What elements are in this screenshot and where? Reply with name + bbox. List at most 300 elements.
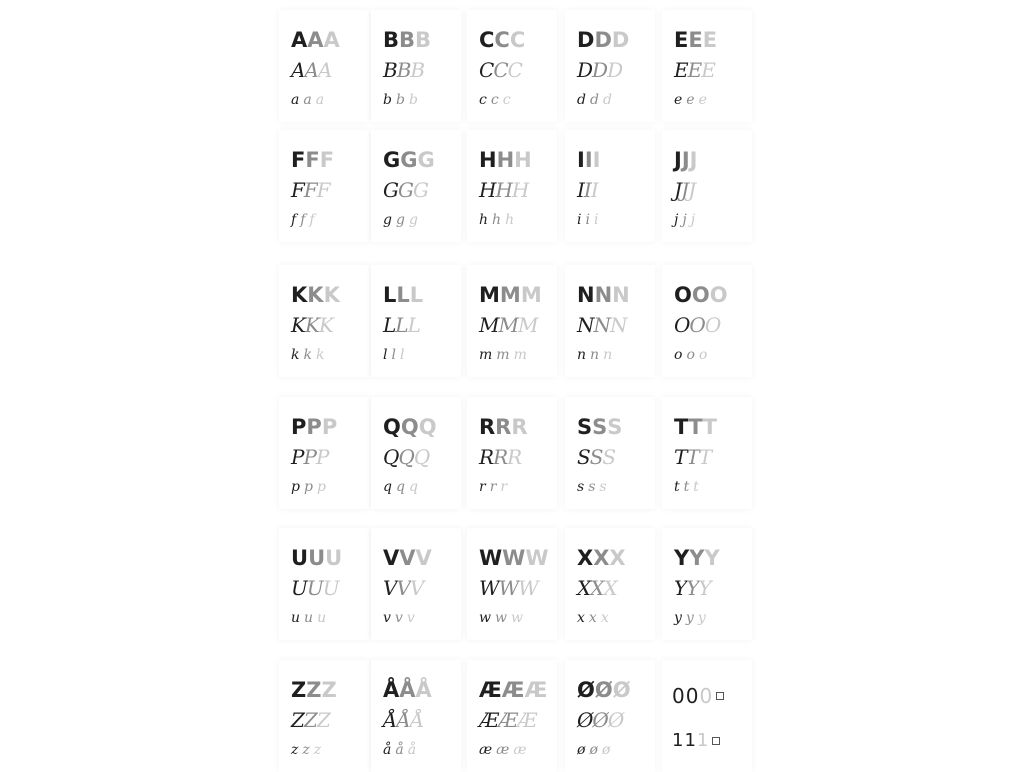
print-letter-row-glyph: G <box>417 148 434 172</box>
cursive-lowercase-row-glyph: j <box>674 212 680 228</box>
number-row <box>672 684 725 708</box>
print-letter-row-glyph: H <box>514 148 531 172</box>
cursive-capital-row-glyph: B <box>383 58 396 82</box>
print-letter-row-glyph: O <box>709 283 727 307</box>
cursive-lowercase-row-glyph: b <box>408 92 419 108</box>
print-letter-row-glyph: T <box>702 415 716 439</box>
print-letter-row-glyph: V <box>415 546 431 570</box>
cursive-capital-row-glyph: V <box>383 576 396 600</box>
letter-card <box>371 130 461 242</box>
print-letter-row <box>383 546 431 570</box>
print-letter-row <box>674 415 716 439</box>
letter-card <box>279 265 369 377</box>
cursive-capital-row-glyph: Z <box>291 708 303 732</box>
letter-card <box>467 528 557 640</box>
cursive-lowercase-row <box>577 742 611 758</box>
cursive-lowercase-row-glyph: æ <box>479 742 494 758</box>
print-letter-row-glyph: C <box>479 28 494 52</box>
cursive-lowercase-row <box>383 347 405 363</box>
print-letter-row <box>291 148 333 172</box>
cursive-lowercase-row-glyph: t <box>693 479 700 495</box>
letter-card <box>565 265 655 377</box>
cursive-lowercase-row-glyph: o <box>686 347 696 363</box>
cursive-lowercase-row-glyph: v <box>383 610 392 626</box>
cursive-capital-row-glyph: Æ <box>479 708 498 732</box>
print-letter-row-glyph: T <box>674 415 688 439</box>
print-letter-row-glyph: M <box>520 283 541 307</box>
cursive-lowercase-row <box>479 742 528 758</box>
print-letter-row-glyph: B <box>415 28 431 52</box>
number-glyph: 0 <box>685 684 699 708</box>
print-letter-row-glyph: X <box>593 546 609 570</box>
print-letter-row <box>479 678 546 702</box>
cursive-lowercase-row <box>383 92 419 108</box>
cursive-lowercase-row <box>577 347 613 363</box>
print-letter-row-glyph: A <box>291 28 307 52</box>
letter-card <box>565 660 655 772</box>
print-letter-row-glyph: G <box>383 148 400 172</box>
cursive-lowercase-row <box>479 212 515 228</box>
square-marker-icon <box>716 692 724 700</box>
cursive-lowercase-row <box>383 479 419 495</box>
cursive-capital-row-glyph: N <box>593 313 609 337</box>
cursive-capital-row <box>291 313 332 337</box>
square-marker-icon <box>712 737 720 745</box>
print-letter-row-glyph: M <box>499 283 520 307</box>
cursive-capital-row-glyph: R <box>507 445 521 469</box>
print-letter-row <box>383 415 436 439</box>
cursive-capital-row-glyph: R <box>493 445 507 469</box>
print-letter-row-glyph: J <box>674 148 681 172</box>
cursive-lowercase-row-glyph: z <box>291 742 300 758</box>
cursive-capital-row <box>383 576 422 600</box>
print-letter-row-glyph: U <box>291 546 308 570</box>
cursive-capital-row <box>479 708 535 732</box>
cursive-lowercase-row-glyph: p <box>291 479 301 495</box>
cursive-lowercase-row-glyph: w <box>510 610 524 626</box>
print-letter-row <box>479 148 531 172</box>
letter-card <box>371 10 461 122</box>
print-letter-row <box>577 148 599 172</box>
cursive-lowercase-row <box>577 479 608 495</box>
cursive-capital-row-glyph: A <box>317 58 331 82</box>
print-letter-row-glyph: R <box>495 415 511 439</box>
cursive-capital-row-glyph: F <box>316 178 329 202</box>
letter-card <box>565 528 655 640</box>
letter-card <box>662 265 752 377</box>
print-letter-row <box>291 415 336 439</box>
cursive-lowercase-row-glyph: e <box>674 92 684 108</box>
cursive-capital-row <box>383 178 427 202</box>
cursive-capital-row-glyph: O <box>689 313 704 337</box>
cursive-lowercase-row-glyph: p <box>316 479 327 495</box>
cursive-lowercase-row-glyph: w <box>479 610 492 626</box>
letter-card <box>279 660 369 772</box>
print-letter-row-glyph: N <box>594 283 612 307</box>
cursive-capital-row-glyph: C <box>493 58 507 82</box>
cursive-lowercase-row-glyph: d <box>589 92 600 108</box>
print-letter-row-glyph: V <box>399 546 415 570</box>
cursive-capital-row-glyph: B <box>396 58 410 82</box>
print-letter-row <box>479 546 548 570</box>
cursive-capital-row-glyph: W <box>498 576 518 600</box>
cursive-capital-row-glyph: M <box>479 313 498 337</box>
cursive-capital-row <box>577 445 614 469</box>
cursive-lowercase-row <box>674 610 707 626</box>
print-letter-row-glyph: Å <box>383 678 399 702</box>
print-letter-row-glyph: D <box>611 28 629 52</box>
print-letter-row-glyph: S <box>592 415 607 439</box>
print-letter-row-glyph: Å <box>415 678 431 702</box>
print-letter-row-glyph: Z <box>291 678 306 702</box>
cursive-lowercase-row-glyph: f <box>309 212 316 228</box>
cursive-lowercase-row-glyph: c <box>479 92 488 108</box>
cursive-capital-row-glyph: Æ <box>517 708 536 732</box>
print-letter-row <box>383 283 422 307</box>
cursive-lowercase-row-glyph: f <box>291 212 298 228</box>
cursive-capital-row-glyph: I <box>583 178 590 202</box>
cursive-lowercase-row-glyph: r <box>479 479 487 495</box>
cursive-lowercase-row-glyph: b <box>383 92 393 108</box>
cursive-lowercase-row-glyph: d <box>577 92 587 108</box>
print-letter-row-glyph: L <box>383 283 396 307</box>
cursive-lowercase-row-glyph: d <box>602 92 613 108</box>
letter-card <box>279 10 369 122</box>
letter-card <box>467 130 557 242</box>
cursive-lowercase-row-glyph: g <box>383 212 393 228</box>
cursive-capital-row <box>383 313 419 337</box>
cursive-lowercase-row <box>479 610 524 626</box>
cursive-capital-row-glyph: P <box>291 445 303 469</box>
cursive-lowercase-row-glyph: k <box>303 347 313 363</box>
cursive-capital-row <box>383 708 422 732</box>
cursive-capital-row-glyph: X <box>590 576 603 600</box>
letter-card <box>371 397 461 509</box>
cursive-capital-row <box>674 178 694 202</box>
cursive-lowercase-row-glyph: o <box>698 347 709 363</box>
cursive-capital-row-glyph: J <box>681 178 688 202</box>
cursive-capital-row-glyph: D <box>577 58 592 82</box>
print-letter-row-glyph: E <box>688 28 702 52</box>
cursive-capital-row <box>383 58 423 82</box>
cursive-lowercase-row <box>479 92 512 108</box>
cursive-lowercase-row-glyph: q <box>395 479 406 495</box>
cursive-capital-row-glyph: Å <box>383 708 396 732</box>
cursive-lowercase-row <box>291 742 322 758</box>
cursive-lowercase-row-glyph: g <box>395 212 406 228</box>
cursive-lowercase-row-glyph: r <box>500 479 509 495</box>
print-letter-row-glyph: O <box>674 283 691 307</box>
print-letter-row-glyph: K <box>323 283 339 307</box>
cursive-lowercase-row-glyph: b <box>395 92 406 108</box>
letter-card <box>279 528 369 640</box>
print-letter-row-glyph: X <box>609 546 625 570</box>
number-row <box>672 730 721 751</box>
cursive-lowercase-row-glyph: n <box>590 347 601 363</box>
cursive-capital-row-glyph: R <box>479 445 493 469</box>
cursive-lowercase-row <box>674 479 700 495</box>
print-letter-row-glyph: P <box>321 415 337 439</box>
cursive-lowercase-row-glyph: y <box>674 610 683 626</box>
cursive-capital-row-glyph: C <box>507 58 521 82</box>
cursive-lowercase-row-glyph: ø <box>577 742 587 758</box>
cursive-capital-row <box>291 445 327 469</box>
cursive-lowercase-row-glyph: w <box>494 610 508 626</box>
cursive-lowercase-row-glyph: å <box>395 742 405 758</box>
print-letter-row <box>577 283 629 307</box>
print-letter-row-glyph: O <box>691 283 709 307</box>
cursive-capital-row-glyph: G <box>397 178 412 202</box>
cursive-capital-row-glyph: Y <box>674 576 686 600</box>
cursive-lowercase-row-glyph: h <box>479 212 490 228</box>
cursive-capital-row-glyph: Q <box>413 445 429 469</box>
cursive-capital-row-glyph: O <box>674 313 689 337</box>
print-letter-row <box>383 148 434 172</box>
cursive-capital-row-glyph: A <box>291 58 304 82</box>
cursive-capital-row-glyph: Ø <box>592 708 607 732</box>
print-letter-row-glyph: E <box>702 28 717 52</box>
cursive-lowercase-row-glyph: n <box>577 347 588 363</box>
cursive-lowercase-row <box>291 92 325 108</box>
cursive-capital-row-glyph: L <box>407 313 419 337</box>
cursive-capital-row-glyph: Y <box>698 576 710 600</box>
print-letter-row-glyph: T <box>688 415 702 439</box>
letter-card <box>371 265 461 377</box>
print-letter-row-glyph: F <box>291 148 305 172</box>
cursive-lowercase-row <box>674 92 708 108</box>
print-letter-row-glyph: L <box>409 283 423 307</box>
cursive-capital-row-glyph: V <box>396 576 409 600</box>
cursive-capital-row <box>674 313 719 337</box>
cursive-capital-row <box>674 58 714 82</box>
print-letter-row <box>291 678 336 702</box>
cursive-lowercase-row-glyph: æ <box>513 742 528 758</box>
print-letter-row-glyph: W <box>479 546 502 570</box>
print-letter-row-glyph: Ø <box>577 678 594 702</box>
print-letter-row-glyph: I <box>592 148 600 172</box>
print-letter-row-glyph: B <box>383 28 399 52</box>
print-letter-row-glyph: Ø <box>612 678 630 702</box>
cursive-lowercase-row <box>479 479 508 495</box>
print-letter-row-glyph: Y <box>674 546 689 570</box>
print-letter-row <box>674 546 719 570</box>
cursive-capital-row-glyph: C <box>479 58 493 82</box>
cursive-capital-row-glyph: D <box>592 58 607 82</box>
cursive-lowercase-row-glyph: o <box>674 347 684 363</box>
cursive-capital-row <box>479 313 536 337</box>
cursive-lowercase-row-glyph: z <box>302 742 311 758</box>
cursive-lowercase-row-glyph: m <box>513 347 528 363</box>
cursive-lowercase-row <box>479 347 528 363</box>
letter-card <box>662 130 752 242</box>
cursive-lowercase-row-glyph: e <box>686 92 696 108</box>
cursive-capital-row-glyph: T <box>674 445 686 469</box>
cursive-lowercase-row-glyph: a <box>291 92 301 108</box>
cursive-capital-row <box>577 708 622 732</box>
print-letter-row-glyph: Æ <box>479 678 501 702</box>
cursive-capital-row-glyph: Ø <box>607 708 623 732</box>
cursive-capital-row-glyph: H <box>479 178 495 202</box>
print-letter-row-glyph: Y <box>689 546 704 570</box>
print-letter-row <box>479 28 524 52</box>
cursive-lowercase-row-glyph: a <box>303 92 313 108</box>
cursive-capital-row <box>291 58 330 82</box>
cursive-lowercase-row <box>674 212 696 228</box>
cursive-lowercase-row-glyph: h <box>492 212 503 228</box>
cursive-capital-row <box>291 576 338 600</box>
cursive-capital-row-glyph: X <box>603 576 616 600</box>
cursive-capital-row <box>577 178 597 202</box>
cursive-lowercase-row-glyph: h <box>505 212 516 228</box>
letter-card <box>279 397 369 509</box>
cursive-capital-row-glyph: T <box>686 445 698 469</box>
cursive-capital-row <box>479 445 520 469</box>
letter-card <box>467 397 557 509</box>
print-letter-row-glyph: F <box>319 148 334 172</box>
letter-card <box>565 397 655 509</box>
print-letter-row-glyph: Æ <box>524 678 547 702</box>
print-letter-row-glyph: Q <box>383 415 400 439</box>
cursive-lowercase-row <box>577 212 599 228</box>
cursive-lowercase-row <box>291 479 327 495</box>
letter-card <box>467 265 557 377</box>
number-glyph: 1 <box>672 730 684 751</box>
print-letter-row-glyph: Q <box>418 415 436 439</box>
cursive-capital-row-glyph: P <box>315 445 328 469</box>
cursive-capital-row-glyph: F <box>303 178 316 202</box>
cursive-lowercase-row-glyph: m <box>496 347 511 363</box>
cursive-lowercase-row-glyph: ø <box>589 742 599 758</box>
print-letter-row-glyph: W <box>525 546 548 570</box>
print-letter-row-glyph: Å <box>399 678 415 702</box>
cursive-lowercase-row-glyph: u <box>291 610 302 626</box>
print-letter-row-glyph: S <box>577 415 592 439</box>
print-letter-row-glyph: V <box>383 546 399 570</box>
cursive-lowercase-row-glyph: j <box>682 212 688 228</box>
print-letter-row-glyph: X <box>577 546 593 570</box>
cursive-capital-row-glyph: Y <box>686 576 698 600</box>
letter-card <box>662 10 752 122</box>
cursive-capital-row-glyph: Ø <box>577 708 592 732</box>
cursive-lowercase-row-glyph: f <box>300 212 307 228</box>
print-letter-row-glyph: Y <box>704 546 719 570</box>
cursive-lowercase-row-glyph: i <box>585 212 591 228</box>
letter-card <box>662 528 752 640</box>
print-letter-row <box>577 415 621 439</box>
print-letter-row <box>291 546 341 570</box>
cursive-lowercase-row-glyph: j <box>690 212 697 228</box>
cursive-capital-row <box>577 313 626 337</box>
cursive-lowercase-row-glyph: å <box>407 742 418 758</box>
cursive-lowercase-row-glyph: a <box>315 92 326 108</box>
print-letter-row-glyph: P <box>291 415 306 439</box>
cursive-lowercase-row-glyph: u <box>304 610 315 626</box>
cursive-lowercase-row-glyph: v <box>394 610 404 626</box>
cursive-lowercase-row-glyph: x <box>577 610 586 626</box>
print-letter-row-glyph: K <box>291 283 307 307</box>
cursive-lowercase-row-glyph: v <box>406 610 416 626</box>
cursive-capital-row-glyph: M <box>498 313 517 337</box>
print-letter-row <box>479 415 527 439</box>
cursive-capital-row-glyph: V <box>409 576 423 600</box>
cursive-capital-row <box>291 178 329 202</box>
print-letter-row-glyph: Æ <box>501 678 524 702</box>
cursive-capital-row-glyph: E <box>674 58 687 82</box>
print-letter-row-glyph: H <box>479 148 496 172</box>
cursive-capital-row-glyph: K <box>304 313 318 337</box>
cursive-lowercase-row-glyph: e <box>698 92 708 108</box>
cursive-capital-row-glyph: L <box>383 313 395 337</box>
cursive-capital-row <box>577 576 616 600</box>
cursive-lowercase-row-glyph: t <box>674 479 681 495</box>
cursive-lowercase-row-glyph: l <box>391 347 397 363</box>
cursive-lowercase-row-glyph: s <box>588 479 597 495</box>
cursive-capital-row-glyph: H <box>511 178 528 202</box>
letter-card <box>467 10 557 122</box>
print-letter-row-glyph: Z <box>306 678 321 702</box>
letter-card <box>279 130 369 242</box>
cursive-lowercase-row-glyph: s <box>599 479 608 495</box>
print-letter-row-glyph: H <box>496 148 514 172</box>
cursive-lowercase-row-glyph: l <box>399 347 406 363</box>
print-letter-row-glyph: U <box>325 546 342 570</box>
cursive-capital-row <box>674 445 710 469</box>
cursive-capital-row-glyph: S <box>577 445 589 469</box>
cursive-capital-row-glyph: X <box>577 576 590 600</box>
print-letter-row <box>291 28 339 52</box>
cursive-lowercase-row-glyph: g <box>408 212 419 228</box>
cursive-lowercase-row-glyph: i <box>577 212 583 228</box>
print-letter-row <box>291 283 339 307</box>
cursive-capital-row-glyph: K <box>291 313 304 337</box>
print-letter-row-glyph: Q <box>400 415 418 439</box>
print-letter-row <box>674 283 727 307</box>
cursive-lowercase-row-glyph: p <box>303 479 314 495</box>
print-letter-row-glyph: I <box>577 148 584 172</box>
cursive-capital-row-glyph: L <box>395 313 407 337</box>
cursive-lowercase-row <box>577 92 613 108</box>
cursive-capital-row-glyph: H <box>495 178 511 202</box>
cursive-capital-row-glyph: Z <box>316 708 329 732</box>
print-letter-row-glyph: L <box>396 283 409 307</box>
cursive-capital-row-glyph: S <box>589 445 602 469</box>
cursive-capital-row <box>383 445 428 469</box>
letter-card <box>565 10 655 122</box>
cursive-capital-row-glyph: W <box>479 576 498 600</box>
cursive-capital-row-glyph: Q <box>383 445 398 469</box>
cursive-capital-row-glyph: S <box>602 445 615 469</box>
number-glyph: 1 <box>684 730 696 751</box>
cursive-lowercase-row-glyph: u <box>317 610 328 626</box>
print-letter-row <box>383 28 430 52</box>
cursive-capital-row-glyph: T <box>698 445 711 469</box>
cursive-lowercase-row <box>383 212 419 228</box>
cursive-lowercase-row-glyph: ø <box>601 742 612 758</box>
cursive-capital-row-glyph: K <box>318 313 332 337</box>
cursive-lowercase-row-glyph: c <box>490 92 500 108</box>
print-letter-row-glyph: D <box>577 28 594 52</box>
cursive-lowercase-row <box>291 347 325 363</box>
print-letter-row <box>577 678 630 702</box>
cursive-capital-row-glyph: E <box>687 58 701 82</box>
print-letter-row-glyph: C <box>494 28 509 52</box>
cursive-capital-row <box>674 576 710 600</box>
cursive-capital-row <box>577 58 621 82</box>
letter-card <box>662 397 752 509</box>
print-letter-row <box>383 678 431 702</box>
cursive-capital-row-glyph: P <box>303 445 315 469</box>
print-letter-row-glyph: W <box>502 546 525 570</box>
